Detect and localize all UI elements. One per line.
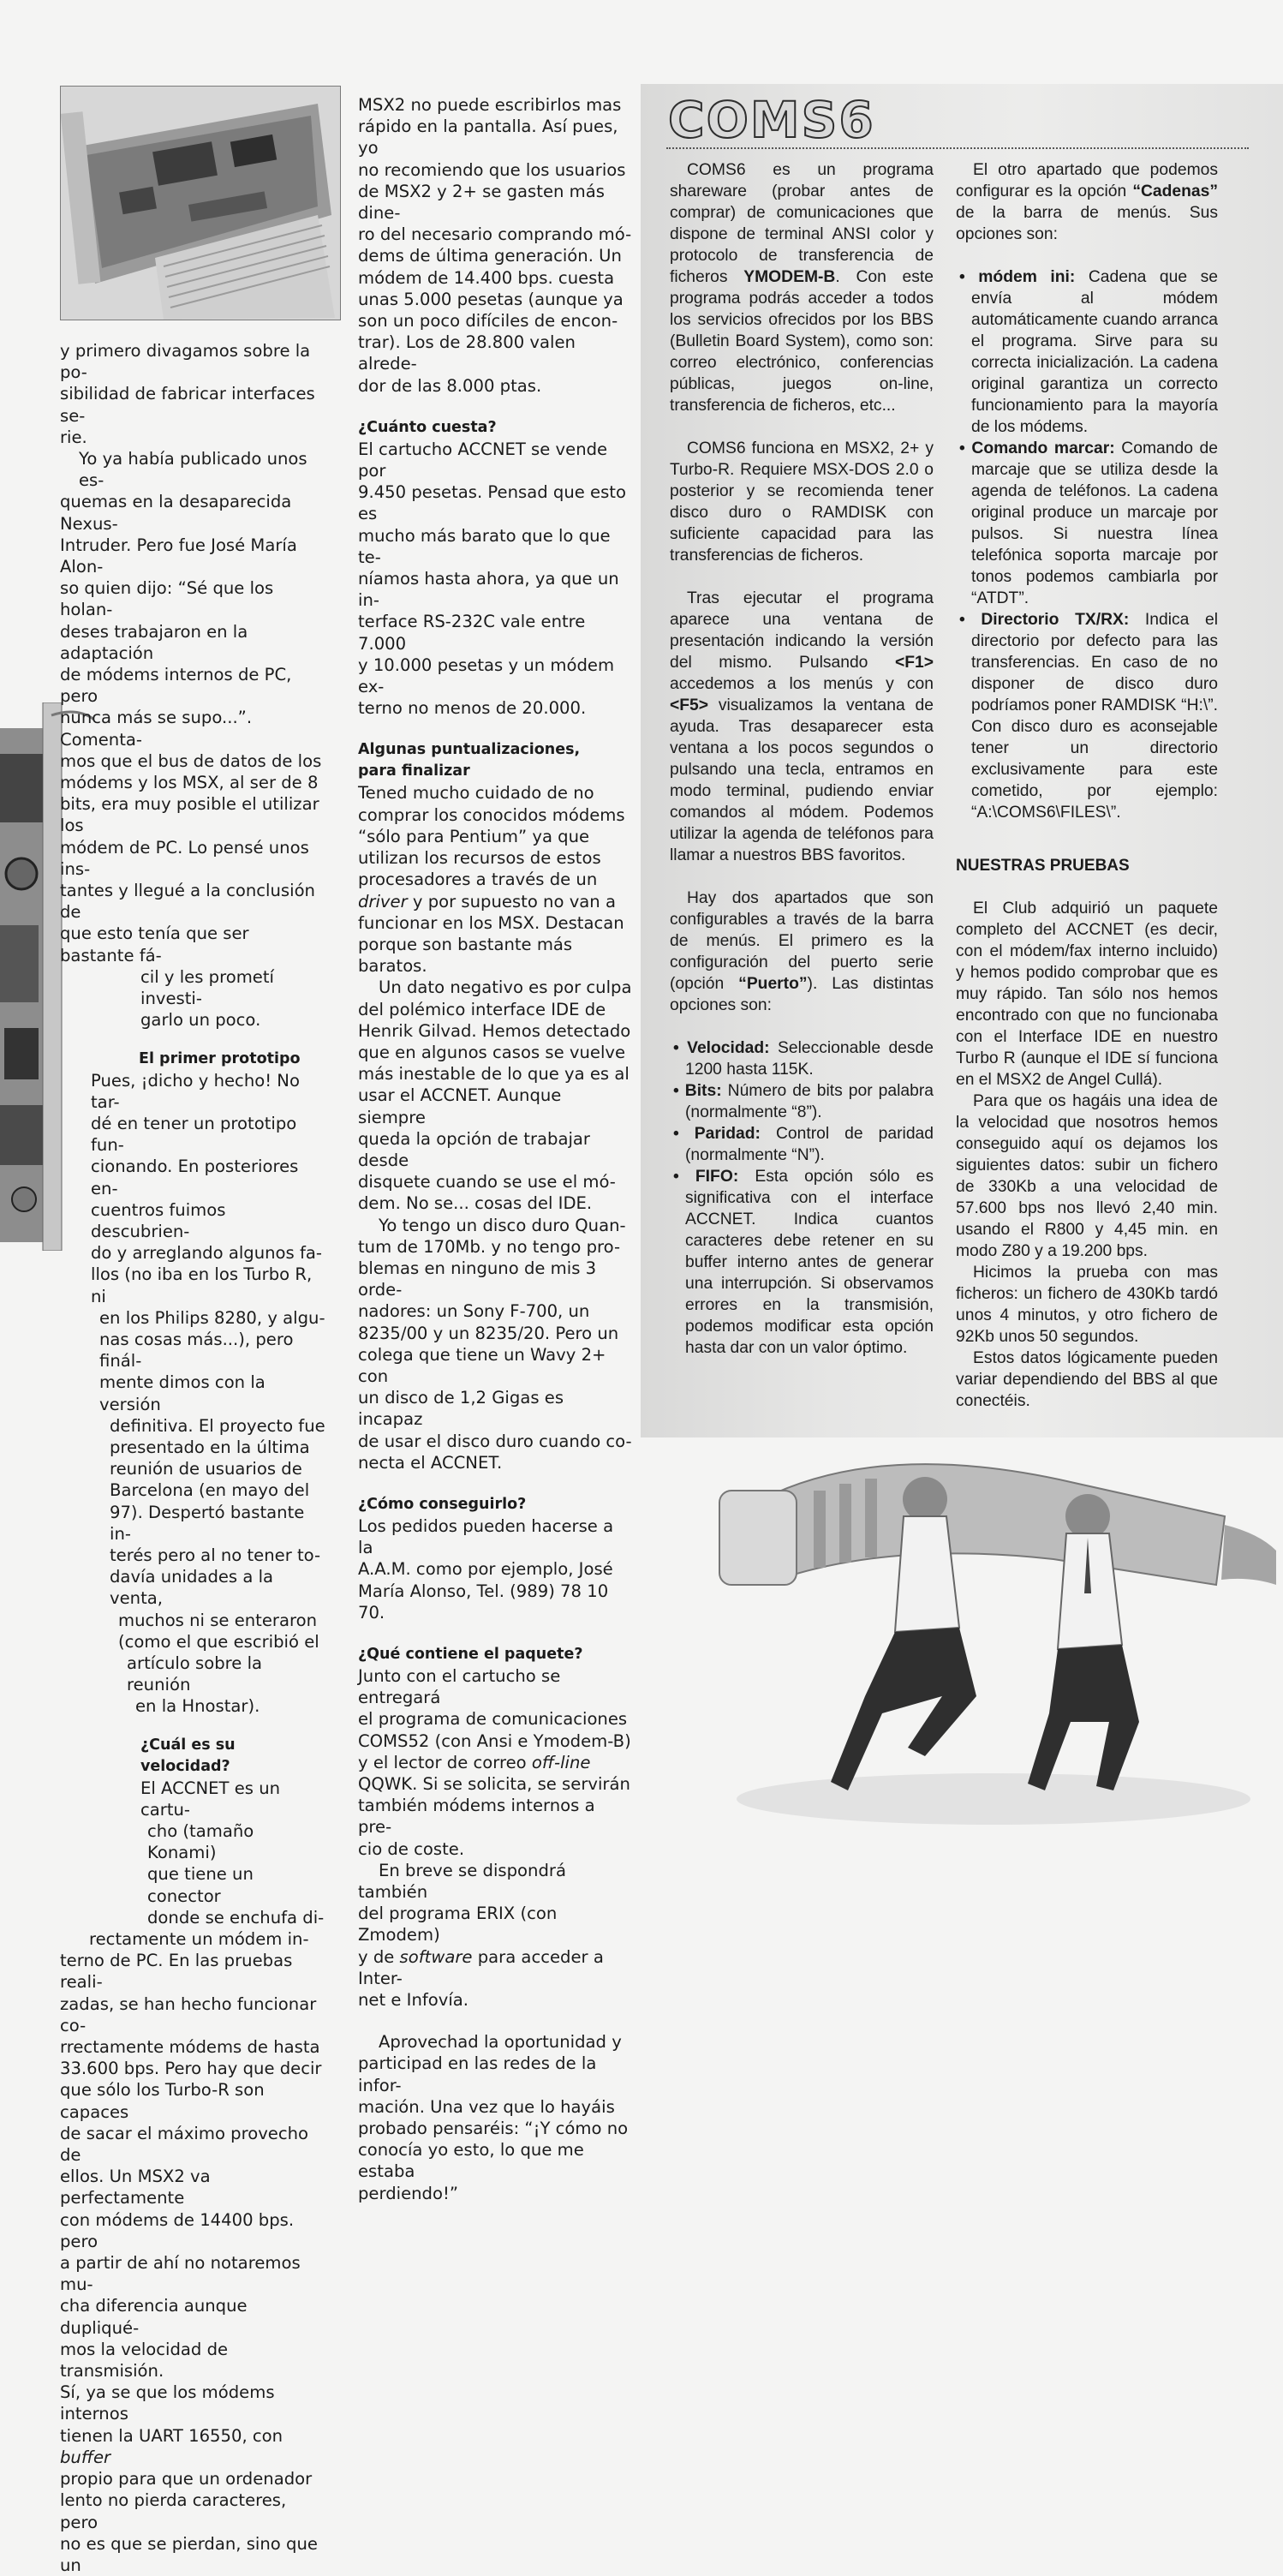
text-line: más inestable de lo que ya es al [358,1064,630,1085]
list-item [956,609,1218,823]
text-line: no es que se pierdan, sino que un [60,2533,318,2575]
text-line [358,1946,632,1989]
title-rule [666,147,1249,149]
option-value: Control de paridad (normalmente “N”). [685,1125,934,1164]
text-line: Yo ya había publicado unos es- [79,449,307,491]
heading-algunas-line1: Algunas puntualizaciones, [358,741,581,759]
text-line: que esto tenía que ser bastante fá- [60,923,249,965]
text-line: módem de 14.400 bps. cuesta [358,267,615,288]
text-line: que en algunos casos se vuelve [358,1042,626,1062]
bold-word: YMODEM-B [743,268,836,286]
italic-word: off-line [531,1752,591,1772]
text-span: Tras ejecutar el programa aparece una ventana de presentación indicando la versión del mismo. Pulsando [670,589,934,672]
text-line: 8235/00 y un 8235/20. Pero un [358,1323,619,1343]
italic-word: buffer [60,2447,111,2467]
text-line: mente dimos con la versión [99,1372,266,1414]
port-options-list [670,1037,934,1359]
text-span: Hay dos apartados que son configurables a través de la barra de menús. El primero es la configuración del puerto serie (opción [670,889,934,993]
text-line: tum de 170Mb. y no tengo pro- [358,1236,621,1257]
list-item [670,1123,934,1166]
text-span: tienen la UART 16550, con [60,2425,283,2446]
text-line: 9.450 pesetas. Pensad que esto es [358,482,626,524]
nexus-paragraph-body [60,491,325,1031]
text-line: Junto con el cartucho se entregará [358,1666,561,1708]
text-line: dem. No se... cosas del IDE. [358,1193,593,1214]
option-key: • Directorio TX/RX: [959,611,1130,629]
mid-paragraph-5 [358,1215,632,1473]
mid-paragraph-1 [358,94,632,397]
text-line: tantes y llegué a la conclusión de [60,881,315,923]
text-line: de sacar el máximo provecho de [60,2123,309,2166]
pruebas-paragraph-1: El Club adquirió un paquete completo del ACCNET (es decir, con el módem/fax interno incluido) y hemos podido comprobar que es muy rápido. Tan sólo nos hemos encontrado con que no funcionaba con el Interface IDE en nuestro Turbo R (aunque el IDE sí funciona en el MSX2 de Angel Cullá). [956,900,1218,1089]
pruebas-paragraph-3: Hicimos la prueba con mas ficheros: un fichero de 430Kb tardó unos 4 minutos, y otro fichero de 92Kb unos 50 segundos. [956,1264,1218,1346]
text-line: cho (tamaño Konami) [147,1821,254,1863]
text-line: do y arreglando algunos fa- [91,1243,322,1264]
text-line: perdiendo!” [358,2183,458,2203]
mid-paragraph-9 [358,2031,632,2204]
text-line: en los Philips 8280, y algu- [99,1307,325,1328]
text-line: colega que tiene un Wavy 2+ con [358,1344,606,1386]
text-line: El ACCNET es un cartu- [140,1778,281,1820]
coms6-requirements-paragraph: COMS6 funciona en MSX2, 2+ y Turbo-R. Requiere MSX-DOS 2.0 o posterior y se recomienda tener disco duro o RAMDISK con suficiente capacidad para las transferencias de ficheros. [670,439,934,565]
text-span: Tened mucho cuidado de no comprar los conocidos módems “sólo para Pentium” ya que utilizan los recursos de estos procesadores a través de un [358,783,625,890]
text-line: Barcelona (en mayo del [110,1480,310,1501]
text-line: propio para que un ordenador [60,2469,313,2489]
velocidad-paragraph [60,1778,325,2576]
text-line: en la Hnostar). [135,1696,260,1717]
text-line: del polémico interface IDE de [358,999,606,1019]
text-line: nunca más se supo...”. Comenta- [60,708,253,750]
text-line: que sólo los Turbo-R son capaces [60,2080,265,2122]
text-line: nadores: un Sony F-700, un [358,1301,590,1322]
text-line: conocía yo esto, lo que me estaba [358,2140,584,2182]
text-line: probado pensaréis: “¡Y cómo no [358,2119,629,2139]
text-line: ro del necesario comprando mó- [358,224,632,245]
heading-nuestras-pruebas: NUESTRAS PRUEBAS [956,857,1130,875]
list-item [670,1166,934,1359]
heading-cuanto-cuesta: ¿Cuánto cuesta? [358,418,497,436]
text-line: zadas, se han hecho funcionar co- [60,1993,317,2035]
option-key: • Paridad: [673,1125,761,1143]
pruebas-paragraph-4: Estos datos lógicamente pueden variar dependiendo del BBS al que conectéis. [956,1349,1218,1410]
text-line: de módems internos de PC, pero [60,665,292,707]
text-line: blemas en ninguno de mis 3 orde- [358,1258,597,1300]
text-line: cuentros fuimos descubrien- [91,1199,226,1241]
option-value: Esta opción sólo es significativa con el interface ACCNET. Indica cuantos caracteres debe retener en su buffer interno antes de generar una interrupción. Si observamos errores en la transmisión, podemos modificar esta opción hasta dar con un valor óptimo. [685,1168,934,1357]
text-line: sibilidad de fabricar interfaces se- [60,384,315,426]
text-line: dems de última generación. Un [358,246,622,266]
text-line: reunión de usuarios de [110,1459,302,1479]
text-line: 97). Despertó bastante in- [110,1502,305,1544]
text-line: Yo tengo un disco duro Quan- [379,1215,626,1235]
text-line: que tiene un conector [147,1864,254,1906]
option-key: • Velocidad: [673,1039,770,1057]
mid-paragraph-8 [358,1860,632,2011]
option-value: Seleccionable desde 1200 hasta 115K. [685,1039,934,1079]
text-line: davía unidades a la venta, [110,1567,274,1609]
heading-como-conseguirlo: ¿Cómo conseguirlo? [358,1495,527,1513]
text-line: so quien dijo: “Sé que los holan- [60,578,274,620]
text-line: nas cosas más...), pero finál- [99,1329,294,1372]
text-line: El cartucho ACCNET se vende por [358,439,608,481]
key-label: <F1> [894,654,934,672]
bold-word: “Puerto” [738,975,808,993]
text-line: artículo sobre la reunión [127,1653,263,1695]
text-line: terface RS-232C vale entre 7.000 [358,612,586,654]
mid-paragraph-3 [358,782,632,977]
article-column-left [60,340,325,2576]
text-line: presentado en la última [110,1437,310,1457]
text-line: QQWK. Si se solicita, se servirán [358,1774,630,1795]
text-line: y 10.000 pesetas y un módem ex- [358,654,615,697]
text-line: Un dato negativo es por culpa [379,977,632,998]
text-line: Sí, ya se que los módems internos [60,2382,275,2424]
list-item [670,1080,934,1123]
text-line: participad en las redes de la infor- [358,2053,597,2095]
option-key: • Comando marcar: [959,439,1115,457]
italic-word: driver [358,891,408,911]
text-span: . Con este programa podrás acceder a todos los servicios ofrecidos por los BBS (Bulletin Board System), como son: correo electrónico, conferencias públicas, juegos on-line, transferencia de ficheros, etc... [670,268,934,415]
text-line: de usar el disco duro cuando co- [358,1431,632,1451]
text-line: Henrik Gilvad. Hemos detectado [358,1020,631,1041]
text-line: rectamente un módem in- [89,1929,309,1950]
text-line: muchos ni se enteraron [118,1610,318,1630]
text-span: y por supuesto no van a funcionar en los MSX. Destacan porque son bastante más baratos. [358,891,624,977]
heading-algunas-line2: para finalizar [358,762,470,780]
bold-word: “Cadenas” [1132,182,1218,200]
text-line: lento no pierda caracteres, pero [60,2490,287,2532]
text-line: disquete cuando se use el mó- [358,1172,616,1192]
coms6-title: COMS6 [668,91,875,149]
option-value: Indica el directorio por defecto para las transferencias. En caso de no disponer de disco duro podríamos poner RAMDISK “H:\”. Con disco duro es aconsejable tener un directorio exclusivamente para este cometido, por ejemplo: “A:\COMS6\FILES\”. [971,611,1218,822]
text-line: el programa de comunicaciones [358,1709,628,1730]
text-line: con módems de 14400 bps. pero [60,2209,295,2251]
text-line: queda la opción de trabajar desde [358,1128,590,1170]
text-span: El otro apartado que podemos configurar es la opción [956,161,1218,200]
text-span: de la barra de menús. Sus opciones son: [956,204,1218,243]
text-line: A.A.M. como por ejemplo, José [358,1559,613,1580]
text-line: níamos hasta ahora, ya que un in- [358,569,619,611]
text-line: trar). Los de 28.800 valen alrede- [358,332,576,374]
heading-primer-prototipo: El primer prototipo [139,1049,301,1067]
option-value: Comando de marcaje que se utiliza desde la agenda de teléfonos. La cadena original produce un marcaje por pulsos. Si nuestra línea telefónica soporta marcaje por tonos podemos cambiarla por “ATDT”. [971,439,1218,607]
text-line: deses trabajaron en la adaptación [60,621,248,663]
text-span: accedemos a los menús y con [670,675,934,693]
mid-paragraph-2 [358,439,632,720]
nexus-paragraph [60,448,325,491]
text-span: para acceder a Inter- [358,1946,604,1988]
text-line: (como el que escribió el [118,1631,319,1652]
text-line: bits, era muy posible el utilizar los [60,794,319,836]
intro-paragraph-end [60,340,325,448]
heading-que-contiene: ¿Qué contiene el paquete? [358,1646,583,1663]
text-line: Aprovechad la oportunidad y [379,2032,622,2053]
text-line: son un poco difíciles de encon- [358,311,618,332]
text-line: del programa ERIX (con Zmodem) [358,1904,558,1945]
text-span: COMS6 es un programa shareware (probar antes de comprar) de comunicaciones que dispone de terminal ANSI color y protocolo de transferencia de ficheros [670,161,934,286]
text-line: cil y les prometí investi- [140,966,274,1009]
text-line [60,2425,325,2468]
text-line: En breve se dispondrá también [358,1860,566,1903]
text-line: módem de PC. Lo pensé unos ins- [60,837,309,879]
text-line: Pues, ¡dicho y hecho! No tar- [91,1070,300,1112]
option-value: Número de bits por palabra (normalmente “8”). [685,1082,934,1121]
list-item [670,1037,934,1080]
text-line: a partir de ahí no notaremos mu- [60,2253,301,2295]
text-line: mación. Una vez que lo hayáis [358,2096,615,2117]
mid-paragraph-6 [358,1515,632,1623]
text-line: usar el ACCNET. Aunque siempre [358,1085,562,1127]
men-carrying-plug-illustration [711,1388,1276,1833]
pruebas-paragraph-2: Para que os hagáis una idea de la velocidad que nosotros hemos conseguido aquí os dejamos los siguientes datos: subir un fichero de 330Kb a una velocidad de 57.600 bps nos llevó 2,40 min. usando el R800 y 4,45 min. en modo Z80 y a 19.200 bps. [956,1092,1218,1260]
text-line: dé en tener un prototipo fun- [91,1113,297,1156]
list-item [956,266,1218,438]
text-line: rie. [60,427,87,447]
text-line: necta el ACCNET. [358,1452,503,1473]
text-line: mos que el bus de datos de los [60,750,322,771]
text-line: Intruder. Pero fue José María Alon- [60,535,297,577]
coms6-usage-paragraph [670,588,934,866]
text-line: mucho más barato que lo que te- [358,525,611,567]
text-span: y de [358,1946,400,1967]
coms6-column-1 [670,159,934,1359]
text-line: 33.600 bps. Pero hay que decir [60,2059,322,2079]
text-line: cionando. En posteriores en- [91,1157,299,1198]
text-line: terno no menos de 20.000. [358,698,587,719]
italic-word: software [399,1946,473,1967]
text-line: dor de las 8.000 ptas. [358,375,542,396]
text-span: y el lector de correo [358,1752,532,1772]
prototipo-paragraph [60,1070,325,1718]
option-key: • módem ini: [959,268,1076,286]
heading-velocidad: ¿Cuál es su velocidad? [140,1736,236,1775]
mid-paragraph-7 [358,1665,632,1860]
text-line: un disco de 1,2 Gigas es incapaz [358,1388,564,1430]
text-line: definitiva. El proyecto fue [110,1415,325,1436]
modem-card-photo [60,86,341,320]
text-span: visualizamos la ventana de ayuda. Tras desaparecer esta ventana a los pocos segundos o pulsando una tecla, entramos en modo terminal, pudiendo enviar comandos al módem. Podemos utilizar la agenda de teléfonos para llamar a nuestros BBS favoritos. [670,696,934,864]
option-key: • Bits: [673,1082,722,1100]
text-line: ellos. Un MSX2 va perfectamente [60,2167,211,2208]
text-line: Los pedidos pueden hacerse a la [358,1515,614,1558]
coms6-intro-paragraph [670,159,934,416]
text-line: y primero divagamos sobre la po- [60,341,311,383]
text-line: MSX2 no puede escribirlos mas [358,95,622,115]
text-line: también módems internos a pre- [358,1796,595,1838]
text-line: terés pero al no tener to- [110,1545,321,1565]
mid-paragraph-4 [358,977,632,1214]
text-line: net e Infovía. [358,1990,469,2011]
text-line: cio de coste. [358,1838,465,1859]
text-line: cha diferencia aunque dupliqué- [60,2296,248,2338]
text-line: garlo un poco. [140,1010,261,1031]
option-key: • FIFO: [673,1168,739,1186]
key-label: <F5> [670,696,709,714]
cadenas-options-list [956,266,1218,823]
text-line: de MSX2 y 2+ se gasten más dine- [358,181,605,224]
text-line: rrectamente módems de hasta [60,2037,320,2058]
text-line: María Alonso, Tel. (989) 78 10 70. [358,1581,609,1623]
text-line [358,1752,632,1773]
cadenas-paragraph [956,159,1218,245]
coms6-column-2 [956,159,1218,1412]
text-line: módems y los MSX, al ser de 8 [60,773,319,793]
text-line: quemas en la desaparecida Nexus- [60,492,292,534]
text-line: no recomiendo que los usuarios [358,159,626,180]
text-line: donde se enchufa di- [147,1907,325,1928]
article-column-middle [358,94,632,2204]
text-line: terno de PC. En las pruebas reali- [60,1951,293,1993]
text-line: rápido en la pantalla. Así pues, yo [358,117,618,158]
coms6-config-paragraph [670,888,934,1016]
option-value: Cadena que se envía al módem automáticamente cuando arranca el programa. Sirve para su correcta inicialización. La cadena original garantiza un correcto funcionamiento para la mayoría de los módems. [971,268,1218,436]
text-span: ). Las distintas opciones son: [670,975,934,1014]
text-line: llos (no iba en los Turbo R, ni [91,1264,313,1306]
text-line: unas 5.000 pesetas (aunque ya [358,289,624,309]
text-line: mos la velocidad de transmisión. [60,2339,229,2382]
text-line: COMS52 (con Ansi e Ymodem-B) [358,1730,631,1751]
list-item [956,438,1218,609]
